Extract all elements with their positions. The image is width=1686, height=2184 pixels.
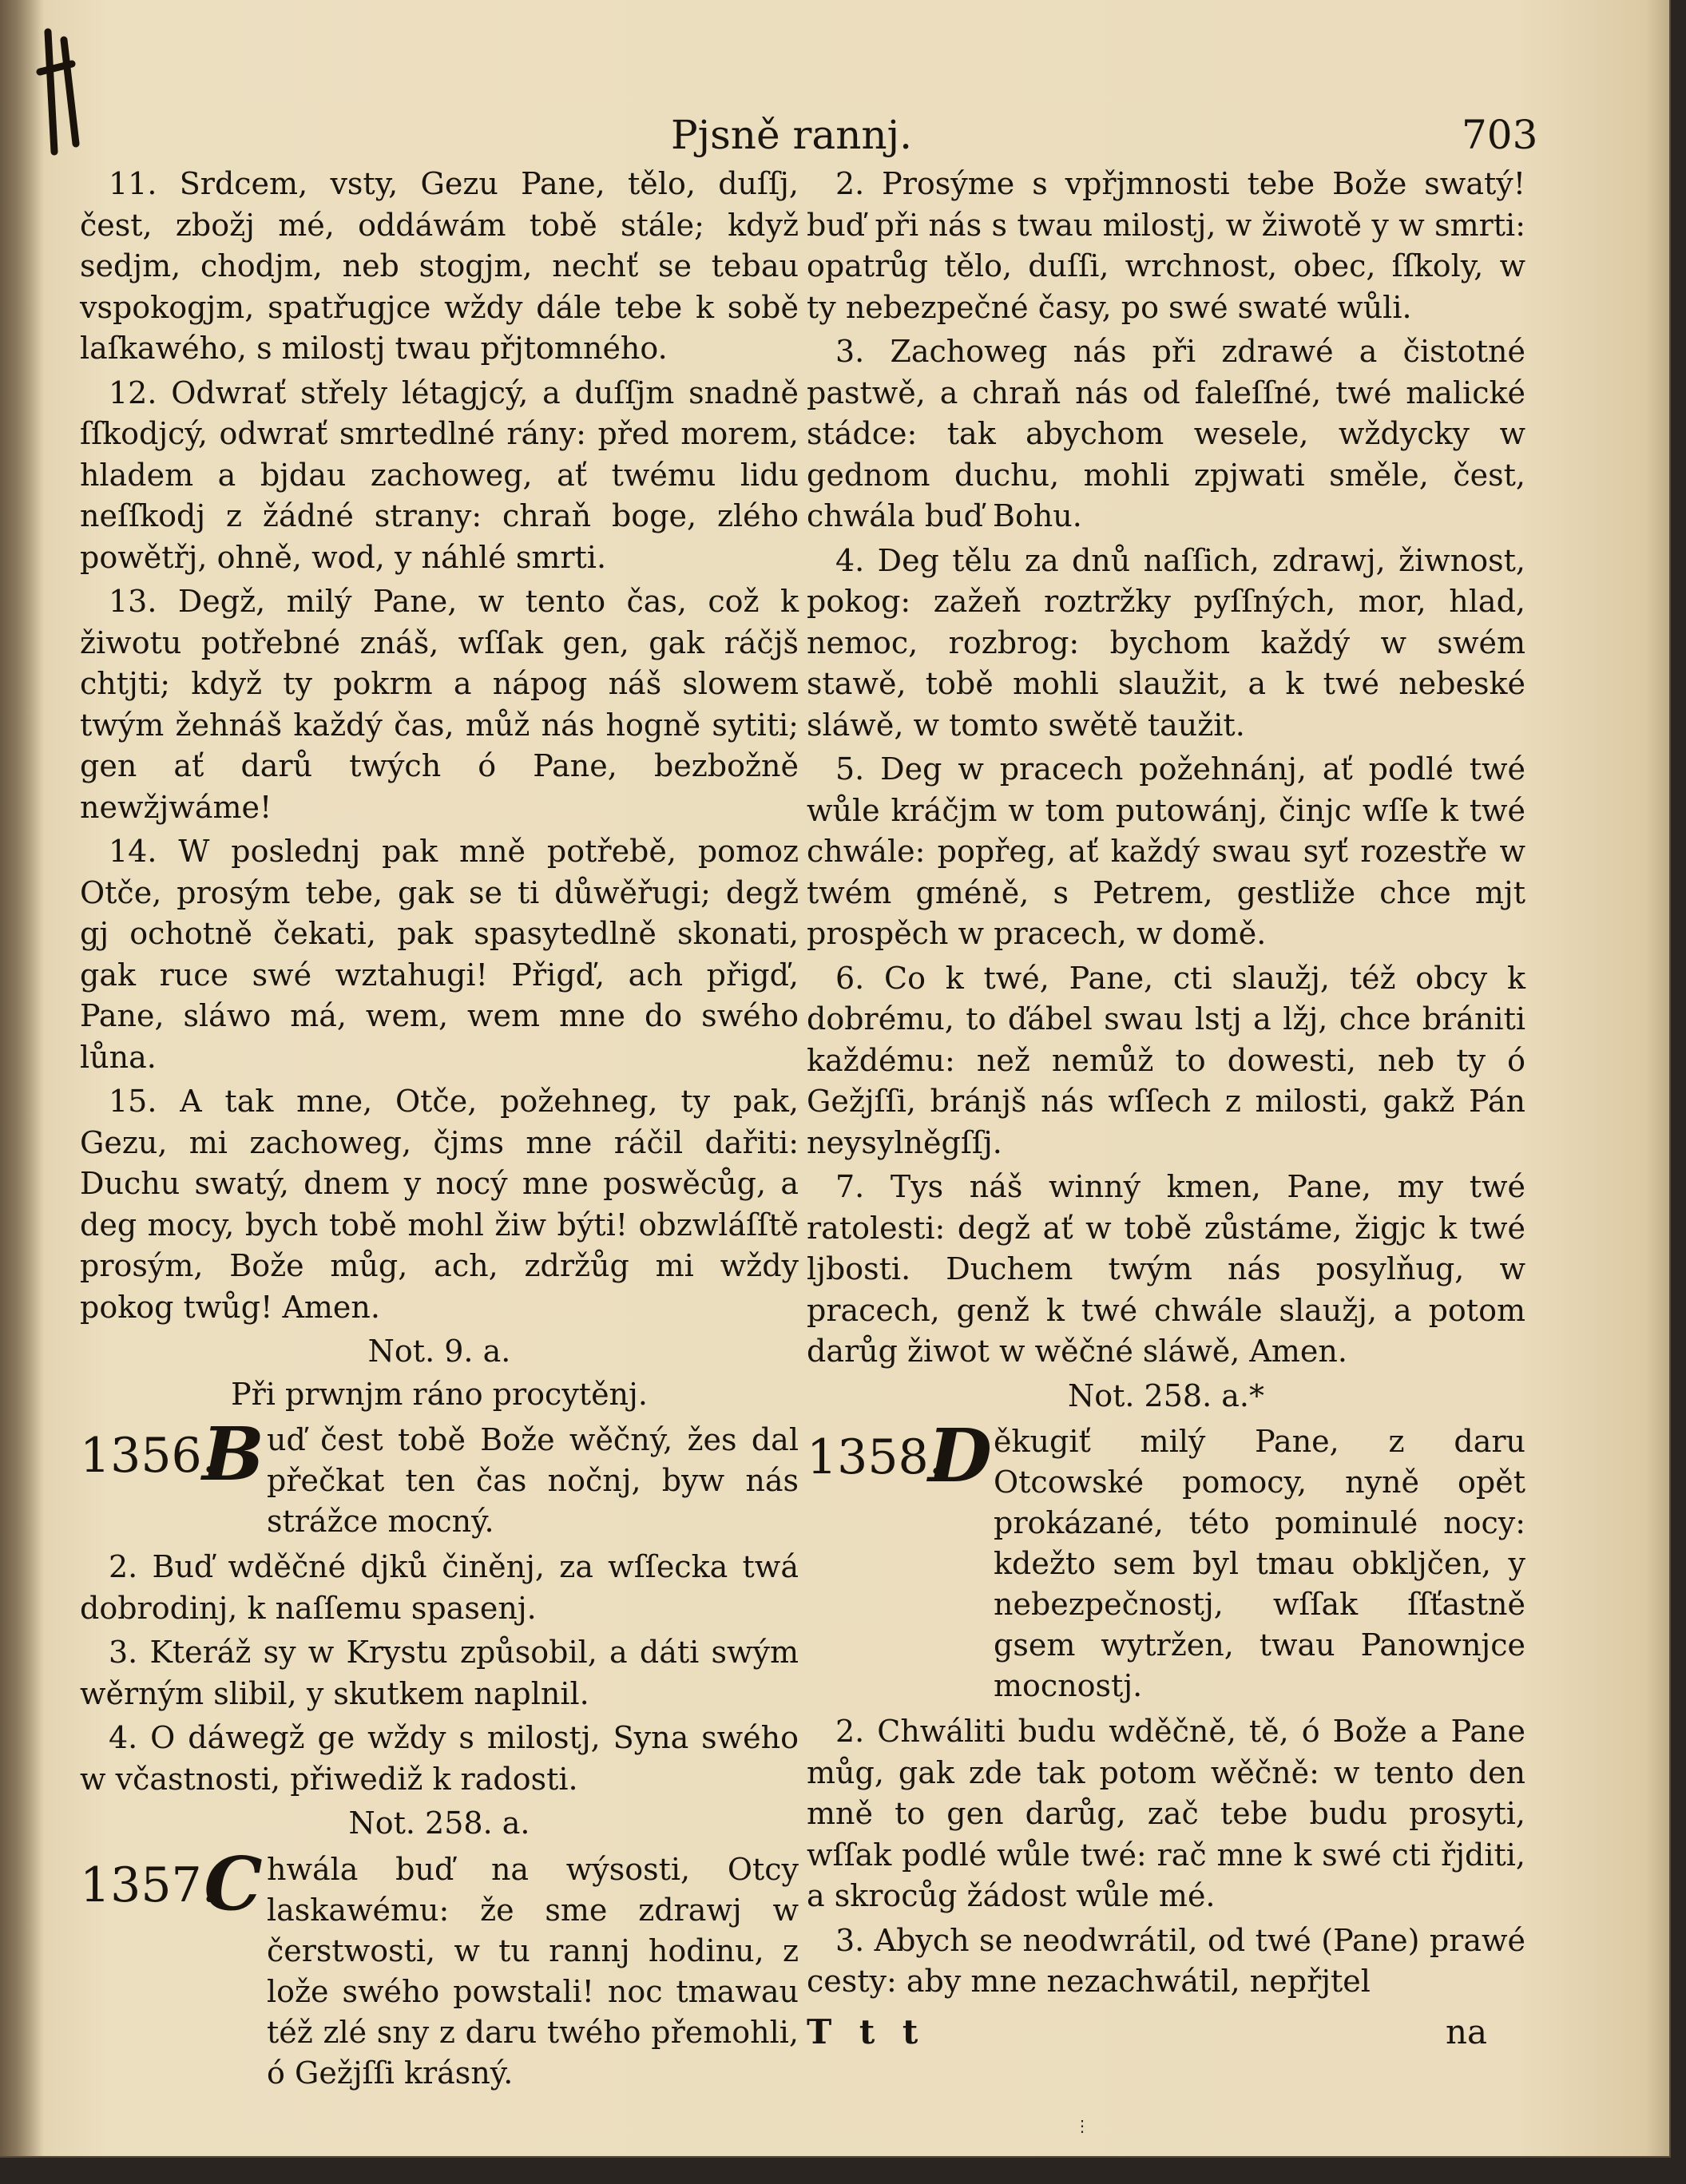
hymn-subheading: Při prwnjm ráno procytěnj. xyxy=(231,1376,648,1412)
hymn-1358 xyxy=(807,1413,1525,1706)
melody-note: Not. 258. a. xyxy=(348,1805,530,1841)
hymn-first-verse: ěkugiť milý Pane, z daru Otcowské pomocy, nyně opět prokázané, této pominulé nocy: kdežto sem byl tmau obkljčen, y nebezpečnostj, wſſak ſſťastně gsem wytržen, twau Panownjce mocnostj. xyxy=(994,1424,1525,1703)
hymn-1357 xyxy=(80,1840,799,2094)
verse-7: 7. Tys náš winný kmen, Pane, my twé ratolesti: degž ať w tobě zůstáme, žigjc k twé ljbosti. Duchem twým nás posylňug, w pracech, genž k twé chwále slaužj, a potom darůg žiwot w wěčné sláwě, Amen. xyxy=(807,1169,1525,1369)
hymn-number: 1358. xyxy=(807,1429,944,1485)
hymn-first-verse: hwála buď na wýsosti, Otcy laskawému: že sme zdrawj w čerstwosti, w tu rannj hodinu, z lože swého powstali! noc tmawau též zlé sny z daru twého přemohli, ó Gežjſſi krásný. xyxy=(267,1851,799,2091)
verse-2: 2. Prosýme s vpřjmnosti tebe Bože swatý! buď při nás s twau milostj, w žiwotě y w smrti: opatrůg tělo, duſſi, wrchnost, obec, ſſkoly, w ty nebezpečné časy, po swé swaté wůli. xyxy=(807,166,1525,325)
dropcap: D xyxy=(928,1413,992,1499)
verse-14: 14. W poslednj pak mně potřebě, pomoz Otče, prosým tebe, gak se ti důwěřugi; degž gj ochotně čekati, pak spasytedlně skonati, gak ruce swé wztahugi! Přigď, ach přigď, Pane, sláwo má, wem, wem mne do swého lůna. xyxy=(80,834,799,1075)
catchword: na xyxy=(1446,2012,1488,2051)
page-footer xyxy=(807,2012,1525,2060)
verse-13: 13. Degž, milý Pane, w tento čas, což k žiwotu potřebné znáš, wſſak gen, gak ráčjš chtjti; když ty pokrm a nápog náš slowem twým žehnáš každý čas, můž nás hogně sytiti; gen ať darů twých ó Pane, bezbožně newžjwáme! xyxy=(80,584,799,825)
page-header xyxy=(0,112,1597,168)
hymn-number: 1356. xyxy=(80,1428,217,1484)
book-spine-shadow xyxy=(0,0,44,2156)
dropcap: B xyxy=(202,1411,264,1497)
melody-note: Not. 258. a.* xyxy=(1068,1377,1264,1413)
page-number: 703 xyxy=(1462,112,1538,158)
stitch-dots-icon: ⋮ xyxy=(1074,2116,1090,2135)
hymn-1358-verse-2: 2. Chwáliti budu wděčně, tě, ó Bože a Pane můg, gak zde tak potom wěčně: w tento den mně to gen darůg, zač tebe budu prosyti, wſſak podlé wůle twé: rač mne k swé cti řjditi, a skrocůg žádost wůle mé. xyxy=(807,1714,1525,1913)
verse-4: 4. Deg tělu za dnů naſſich, zdrawj, žiwnost, pokog: zažeň roztržky pyſſných, mor, hlad, nemoc, rozbrog: bychom každý w swém stawě, tobě mohli slaužit, a k twé nebeské sláwě, w tomto swětě taužit. xyxy=(807,542,1525,743)
hymn-1356-verse-3: 3. Kteráž sy w Krystu způsobil, a dáti swým wěrným slibil, y skutkem naplnil. xyxy=(80,1635,799,1711)
verse-12: 12. Odwrať střely létagjcý, a duſſjm snadně ſſkodjcý, odwrať smrtedlné rány: před morem, hladem a bjdau zachoweg, ať twému lidu neſſkodj z žádné strany: chraň boge, zlého powětřj, ohně, wod, y náhlé smrti. xyxy=(80,375,799,575)
signature-mark: T t t xyxy=(807,2012,926,2051)
melody-note: Not. 9. a. xyxy=(367,1334,511,1369)
hymn-1358-verse-3: 3. Abych se neodwrátil, od twé (Pane) prawé cesty: aby mne nezachwátil, nepřjtel xyxy=(807,1922,1525,1999)
left-column xyxy=(80,164,799,2099)
hymn-1356 xyxy=(80,1411,799,1542)
running-title: Pjsně rannj. xyxy=(671,112,913,158)
dropcap: C xyxy=(204,1840,263,1927)
verse-6: 6. Co k twé, Pane, cti slaužj, též obcy k dobrému, to ďábel swau lstj a lžj, chce brániti každému: než nemůž to dowesti, neb ty ó Gežjſſi, bránjš nás wſſech z milosti, gakž Pán neysylněgſſj. xyxy=(807,960,1525,1160)
right-column xyxy=(807,164,1525,2006)
hymn-1356-verse-4: 4. O dáwegž ge wždy s milostj, Syna swého w včastnosti, přiwediž k radosti. xyxy=(80,1720,799,1797)
verse-5: 5. Deg w pracech požehnánj, ať podlé twé wůle kráčjm w tom putowánj, činjc wſſe k twé chwále: popřeg, ať každý swau syť rozestře w twém gméně, s Petrem, gestliže chce mjt prospěch w pracech, w domě. xyxy=(807,751,1525,951)
verse-11: 11. Srdcem, vsty, Gezu Pane, tělo, duſſj, čest, zbožj mé, oddáwám tobě stále; když sedjm, chodjm, neb stogjm, nechť se tebau vspokogjm, spatřugjce wždy dále tebe k sobě laſkawého, s milostj twau přjtomného. xyxy=(80,166,799,366)
verse-15: 15. A tak mne, Otče, požehneg, ty pak, Gezu, mi zachoweg, čjms mne ráčil dařiti: Duchu swatý, dnem y nocý mne poswěcůg, a deg mocy, bych tobě mohl žiw býti! obzwláſſtě prosým, Bože můg, ach, zdržůg mi wždy pokog twůg! Amen. xyxy=(80,1084,799,1325)
verse-3: 3. Zachoweg nás při zdrawé a čistotné pastwě, a chraň nás od faleſſné, twé malické stádce: tak abychom wesele, wždycky w gednom duchu, mohli zpjwati směle, čest, chwála buď Bohu. xyxy=(807,334,1525,533)
hymn-number: 1357. xyxy=(80,1857,217,1913)
hymn-1356-verse-2: 2. Buď wděčné djků činěnj, za wſſecka twá dobrodinj, k naſſemu spasenj. xyxy=(80,1549,799,1626)
hymn-first-verse: uď čest tobě Bože wěčný, žes dal přečkat ten čas nočnj, byw nás strážce mocný. xyxy=(267,1422,799,1539)
